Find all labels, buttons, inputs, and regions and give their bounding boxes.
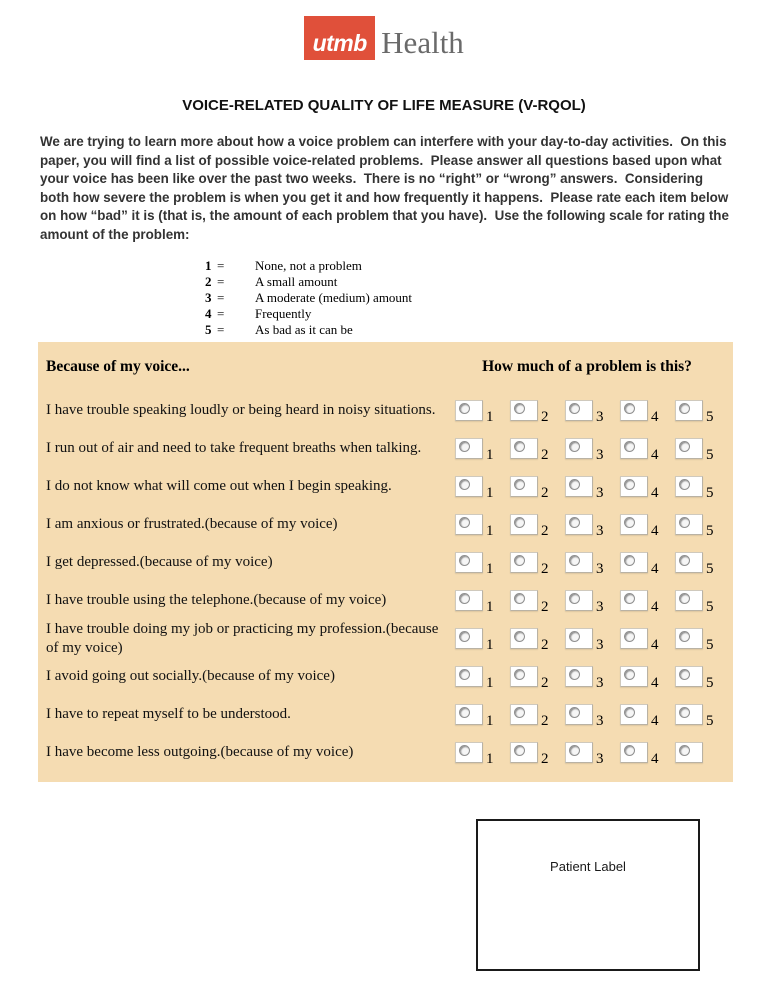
- radio-button[interactable]: [455, 590, 483, 611]
- rating-option-2[interactable]: [510, 400, 554, 426]
- question-text: I have to repeat myself to be understood.: [46, 706, 291, 723]
- questions-table-body: [46, 392, 733, 772]
- rating-option-1[interactable]: [455, 514, 499, 540]
- question-text: I have become less outgoing.(because of my voice): [46, 744, 354, 761]
- radio-circle-icon: [514, 631, 525, 642]
- option-number: 4: [651, 485, 659, 502]
- option-number: 4: [651, 751, 659, 768]
- rating-option-4[interactable]: [620, 742, 664, 768]
- scale-equals-sign: =: [217, 321, 225, 337]
- radio-button[interactable]: [510, 666, 538, 687]
- radio-circle-icon: [514, 441, 525, 452]
- rating-option-1[interactable]: [455, 476, 499, 502]
- radio-button[interactable]: [675, 476, 703, 497]
- scale-number: 1: [205, 257, 212, 273]
- question-row: [46, 392, 733, 430]
- radio-button[interactable]: [675, 438, 703, 459]
- options-group: [455, 704, 733, 730]
- rating-option-5[interactable]: [675, 552, 719, 578]
- radio-circle-icon: [679, 669, 690, 680]
- rating-option-3[interactable]: [565, 438, 609, 464]
- scale-description: A moderate (medium) amount: [255, 289, 413, 305]
- rating-option-2[interactable]: [510, 552, 554, 578]
- rating-scale-row: [205, 322, 768, 338]
- radio-button[interactable]: [510, 628, 538, 649]
- radio-circle-icon: [514, 707, 525, 718]
- radio-button[interactable]: [565, 476, 593, 497]
- radio-button[interactable]: [510, 438, 538, 459]
- utmb-logo-box: [304, 16, 375, 60]
- radio-button[interactable]: [620, 476, 648, 497]
- radio-button[interactable]: [510, 514, 538, 535]
- patient-label-text: Patient Label: [550, 858, 626, 874]
- rating-option-3[interactable]: [565, 628, 609, 654]
- radio-circle-icon: [679, 707, 690, 718]
- option-number: 5: [706, 561, 714, 578]
- rating-option-3[interactable]: [565, 742, 609, 768]
- rating-option-2[interactable]: [510, 742, 554, 768]
- radio-button[interactable]: [510, 590, 538, 611]
- rating-option-3[interactable]: [565, 590, 609, 616]
- radio-button[interactable]: [675, 628, 703, 649]
- option-number: 2: [541, 561, 549, 578]
- option-number: 5: [706, 447, 714, 464]
- radio-button[interactable]: [620, 742, 648, 763]
- radio-circle-icon: [514, 403, 525, 414]
- question-row: [46, 582, 733, 620]
- rating-option-2[interactable]: [510, 514, 554, 540]
- radio-button[interactable]: [620, 514, 648, 535]
- radio-circle-icon: [679, 479, 690, 490]
- option-number: 3: [596, 713, 604, 730]
- radio-circle-icon: [459, 517, 470, 528]
- rating-option-1[interactable]: [455, 628, 499, 654]
- scale-number: 5: [205, 321, 212, 337]
- radio-circle-icon: [514, 593, 525, 604]
- radio-circle-icon: [679, 403, 690, 414]
- scale-description: A small amount: [255, 273, 338, 289]
- rating-option-5[interactable]: [675, 666, 719, 692]
- rating-option-unlabeled[interactable]: [675, 742, 719, 763]
- rating-scale-row: [205, 306, 768, 322]
- option-number: 3: [596, 675, 604, 692]
- health-logo-text: Health: [381, 25, 464, 60]
- radio-button[interactable]: [565, 552, 593, 573]
- rating-scale-row: [205, 258, 768, 274]
- options-group: [455, 590, 733, 616]
- radio-button[interactable]: [565, 666, 593, 687]
- question-text: I have trouble using the telephone.(because of my voice): [46, 592, 387, 609]
- radio-circle-icon: [624, 669, 635, 680]
- rating-option-5[interactable]: [675, 400, 719, 426]
- question-text: I run out of air and need to take frequent breaths when talking.: [46, 440, 422, 457]
- options-group: [455, 552, 733, 578]
- radio-circle-icon: [624, 403, 635, 414]
- option-number: 2: [541, 751, 549, 768]
- radio-circle-icon: [679, 745, 690, 756]
- option-number: 3: [596, 409, 604, 426]
- options-group: [455, 438, 733, 464]
- scale-description: None, not a problem: [255, 257, 362, 273]
- options-group: [455, 628, 733, 654]
- rating-option-4[interactable]: [620, 628, 664, 654]
- radio-button[interactable]: [565, 742, 593, 763]
- scale-equals-sign: =: [217, 289, 225, 305]
- radio-circle-icon: [569, 517, 580, 528]
- rating-option-3[interactable]: [565, 476, 609, 502]
- option-number: 4: [651, 713, 659, 730]
- radio-circle-icon: [514, 517, 525, 528]
- rating-option-5[interactable]: [675, 704, 719, 730]
- options-group: [455, 666, 733, 692]
- option-number: 4: [651, 675, 659, 692]
- radio-button[interactable]: [455, 476, 483, 497]
- rating-option-4[interactable]: [620, 666, 664, 692]
- rating-option-2[interactable]: [510, 704, 554, 730]
- rating-option-5[interactable]: [675, 476, 719, 502]
- rating-scale-row: [205, 274, 768, 290]
- page-title: VOICE-RELATED QUALITY OF LIFE MEASURE (V-RQOL): [182, 97, 586, 114]
- radio-button[interactable]: [455, 514, 483, 535]
- option-number: 5: [706, 599, 714, 616]
- radio-circle-icon: [459, 669, 470, 680]
- option-number: 3: [596, 523, 604, 540]
- rating-option-1[interactable]: [455, 704, 499, 730]
- options-group: [455, 742, 733, 768]
- radio-button[interactable]: [455, 438, 483, 459]
- radio-button[interactable]: [455, 666, 483, 687]
- rating-option-5[interactable]: [675, 438, 719, 464]
- radio-circle-icon: [624, 707, 635, 718]
- option-number: 2: [541, 523, 549, 540]
- radio-circle-icon: [569, 593, 580, 604]
- radio-circle-icon: [514, 479, 525, 490]
- rating-option-1[interactable]: [455, 590, 499, 616]
- option-number: 5: [706, 713, 714, 730]
- option-number: 2: [541, 599, 549, 616]
- scale-description: Frequently: [255, 305, 312, 321]
- option-number: 3: [596, 637, 604, 654]
- radio-button[interactable]: [620, 400, 648, 421]
- rating-scale: [205, 258, 768, 338]
- question-row: [46, 658, 733, 696]
- radio-button[interactable]: [675, 552, 703, 573]
- option-number: 2: [541, 485, 549, 502]
- option-number: 1: [486, 485, 494, 502]
- table-header-left: Because of my voice...: [46, 357, 190, 375]
- radio-button[interactable]: [565, 400, 593, 421]
- question-row: [46, 696, 733, 734]
- option-number: 1: [486, 561, 494, 578]
- rating-option-4[interactable]: [620, 552, 664, 578]
- radio-button[interactable]: [620, 704, 648, 725]
- radio-circle-icon: [624, 593, 635, 604]
- option-number: 3: [596, 599, 604, 616]
- radio-circle-icon: [624, 631, 635, 642]
- option-number: 2: [541, 447, 549, 464]
- rating-option-2[interactable]: [510, 438, 554, 464]
- radio-circle-icon: [569, 441, 580, 452]
- option-number: 4: [651, 409, 659, 426]
- utmb-logo-text: utmb: [312, 30, 367, 56]
- radio-button[interactable]: [565, 514, 593, 535]
- option-number: 1: [486, 751, 494, 768]
- option-number: 5: [706, 523, 714, 540]
- patient-label-box: [476, 819, 700, 971]
- radio-button[interactable]: [455, 704, 483, 725]
- option-number: 5: [706, 409, 714, 426]
- radio-circle-icon: [569, 745, 580, 756]
- radio-circle-icon: [459, 745, 470, 756]
- radio-button[interactable]: [565, 438, 593, 459]
- option-number: 4: [651, 637, 659, 654]
- radio-button[interactable]: [675, 704, 703, 725]
- radio-button[interactable]: [565, 628, 593, 649]
- question-row: [46, 544, 733, 582]
- radio-button[interactable]: [675, 666, 703, 687]
- radio-circle-icon: [459, 593, 470, 604]
- rating-option-5[interactable]: [675, 628, 719, 654]
- rating-option-4[interactable]: [620, 704, 664, 730]
- rating-option-1[interactable]: [455, 552, 499, 578]
- option-number: 5: [706, 675, 714, 692]
- option-number: 3: [596, 561, 604, 578]
- radio-button[interactable]: [510, 552, 538, 573]
- options-group: [455, 476, 733, 502]
- question-text: I am anxious or frustrated.(because of my voice): [46, 516, 338, 533]
- radio-button[interactable]: [565, 590, 593, 611]
- scale-equals-sign: =: [217, 257, 225, 273]
- scale-description: As bad as it can be: [255, 321, 353, 337]
- rating-option-2[interactable]: [510, 628, 554, 654]
- rating-option-4[interactable]: [620, 400, 664, 426]
- options-group: [455, 400, 733, 426]
- radio-circle-icon: [624, 745, 635, 756]
- radio-circle-icon: [569, 479, 580, 490]
- scale-number: 2: [205, 273, 212, 289]
- question-row: [46, 620, 733, 658]
- rating-option-1[interactable]: [455, 400, 499, 426]
- radio-circle-icon: [569, 403, 580, 414]
- radio-button[interactable]: [510, 704, 538, 725]
- rating-option-1[interactable]: [455, 666, 499, 692]
- option-number: 3: [596, 447, 604, 464]
- question-row: [46, 468, 733, 506]
- radio-circle-icon: [569, 631, 580, 642]
- radio-circle-icon: [569, 555, 580, 566]
- radio-circle-icon: [459, 403, 470, 414]
- option-number: 3: [596, 485, 604, 502]
- radio-circle-icon: [679, 555, 690, 566]
- rating-option-4[interactable]: [620, 514, 664, 540]
- option-number: 1: [486, 675, 494, 692]
- option-number: 5: [706, 485, 714, 502]
- radio-circle-icon: [679, 517, 690, 528]
- rating-option-4[interactable]: [620, 476, 664, 502]
- radio-button[interactable]: [510, 476, 538, 497]
- radio-circle-icon: [459, 631, 470, 642]
- scale-number: 4: [205, 305, 212, 321]
- radio-circle-icon: [624, 441, 635, 452]
- radio-circle-icon: [624, 479, 635, 490]
- radio-button[interactable]: [510, 400, 538, 421]
- radio-button[interactable]: [675, 742, 703, 763]
- option-number: 1: [486, 409, 494, 426]
- radio-circle-icon: [624, 517, 635, 528]
- rating-option-5[interactable]: [675, 514, 719, 540]
- table-header-right: How much of a problem is this?: [482, 357, 692, 375]
- rating-option-1[interactable]: [455, 438, 499, 464]
- option-number: 1: [486, 637, 494, 654]
- option-number: 4: [651, 599, 659, 616]
- radio-circle-icon: [514, 555, 525, 566]
- option-number: 2: [541, 675, 549, 692]
- radio-circle-icon: [679, 593, 690, 604]
- utmb-health-logo: [0, 0, 768, 60]
- radio-circle-icon: [459, 555, 470, 566]
- rating-option-5[interactable]: [675, 590, 719, 616]
- question-row: [46, 430, 733, 468]
- scale-equals-sign: =: [217, 273, 225, 289]
- option-number: 4: [651, 561, 659, 578]
- radio-button[interactable]: [455, 742, 483, 763]
- question-text: I get depressed.(because of my voice): [46, 554, 273, 571]
- radio-button[interactable]: [675, 590, 703, 611]
- radio-button[interactable]: [510, 742, 538, 763]
- radio-circle-icon: [569, 669, 580, 680]
- scale-number: 3: [205, 289, 212, 305]
- table-header-row: [46, 352, 733, 392]
- question-text: I avoid going out socially.(because of my voice): [46, 668, 335, 685]
- radio-button[interactable]: [565, 704, 593, 725]
- rating-option-3[interactable]: [565, 704, 609, 730]
- rating-option-2[interactable]: [510, 476, 554, 502]
- radio-button[interactable]: [620, 590, 648, 611]
- rating-option-2[interactable]: [510, 666, 554, 692]
- question-text: I have trouble doing my job or practicing my profession.(because of my voice): [46, 620, 439, 656]
- radio-circle-icon: [459, 707, 470, 718]
- rating-option-4[interactable]: [620, 438, 664, 464]
- rating-option-3[interactable]: [565, 400, 609, 426]
- option-number: 1: [486, 599, 494, 616]
- rating-option-3[interactable]: [565, 552, 609, 578]
- intro-paragraph: We are trying to learn more about how a voice problem can interfere with your day-to-day activities. On this paper, you will find a list of possible voice-related problems. Please answer all questions based upon what your voice has been like over the past two weeks. There is no “right” or “wrong” answers. Considering both how severe the problem is when you get it and how frequently it happens. Please rate each item below on how “bad” it is (that is, the amount of each problem that you have). Use the following scale for rating the amount of the problem:: [40, 134, 733, 242]
- option-number: 2: [541, 409, 549, 426]
- radio-button[interactable]: [455, 400, 483, 421]
- radio-button[interactable]: [675, 514, 703, 535]
- option-number: 2: [541, 713, 549, 730]
- option-number: 5: [706, 637, 714, 654]
- options-group: [455, 514, 733, 540]
- radio-circle-icon: [459, 479, 470, 490]
- rating-option-4[interactable]: [620, 590, 664, 616]
- radio-button[interactable]: [675, 400, 703, 421]
- scale-equals-sign: =: [217, 305, 225, 321]
- option-number: 1: [486, 447, 494, 464]
- rating-option-3[interactable]: [565, 666, 609, 692]
- rating-option-3[interactable]: [565, 514, 609, 540]
- question-text: I do not know what will come out when I begin speaking.: [46, 478, 392, 495]
- radio-circle-icon: [514, 745, 525, 756]
- radio-button[interactable]: [620, 666, 648, 687]
- radio-button[interactable]: [455, 552, 483, 573]
- question-row: [46, 734, 733, 772]
- radio-circle-icon: [459, 441, 470, 452]
- option-number: 4: [651, 447, 659, 464]
- radio-circle-icon: [679, 441, 690, 452]
- radio-circle-icon: [624, 555, 635, 566]
- option-number: 4: [651, 523, 659, 540]
- question-text: I have trouble speaking loudly or being heard in noisy situations.: [46, 402, 436, 419]
- option-number: 3: [596, 751, 604, 768]
- rating-option-1[interactable]: [455, 742, 499, 768]
- radio-button[interactable]: [455, 628, 483, 649]
- radio-circle-icon: [569, 707, 580, 718]
- rating-scale-row: [205, 290, 768, 306]
- radio-button[interactable]: [620, 552, 648, 573]
- radio-circle-icon: [679, 631, 690, 642]
- radio-button[interactable]: [620, 438, 648, 459]
- radio-button[interactable]: [620, 628, 648, 649]
- radio-circle-icon: [514, 669, 525, 680]
- option-number: 1: [486, 523, 494, 540]
- rating-option-2[interactable]: [510, 590, 554, 616]
- questions-table: [38, 342, 733, 782]
- question-row: [46, 506, 733, 544]
- option-number: 2: [541, 637, 549, 654]
- option-number: 1: [486, 713, 494, 730]
